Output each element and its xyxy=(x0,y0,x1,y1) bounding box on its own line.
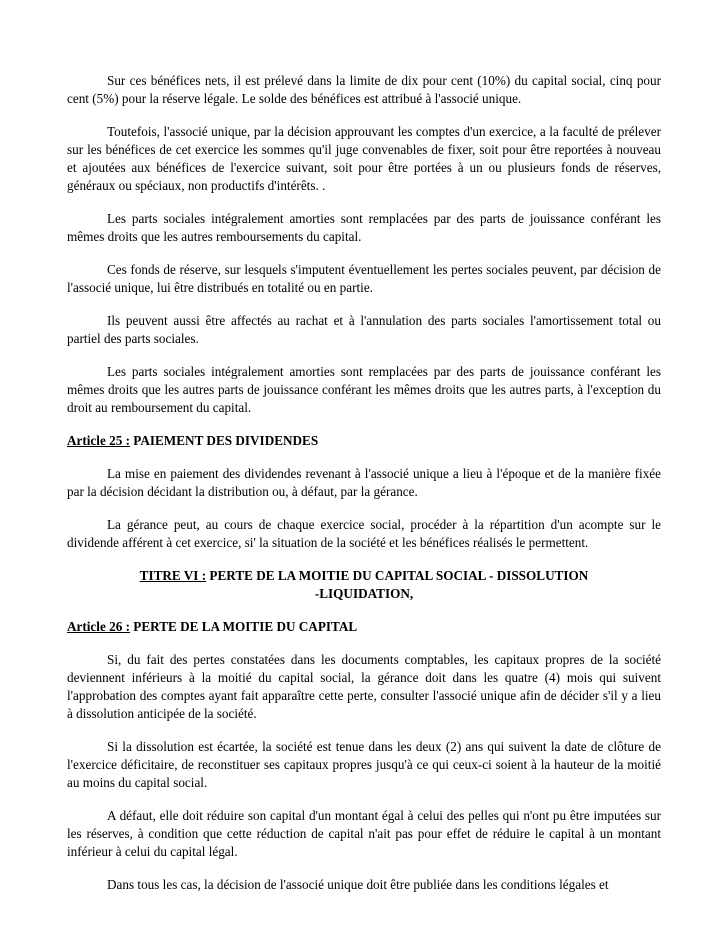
paragraph-reserve-legale: Sur ces bénéfices nets, il est prélevé dans la limite de dix pour cent (10%) du capital social, cinq pour cent (5%) pour la réserve légale. Le solde des bénéfices est attribué à l'associé unique. xyxy=(67,73,661,106)
document-page xyxy=(67,72,661,909)
paragraph-faculte-prelever: Toutefois, l'associé unique, par la décision approuvant les comptes d'un exercice, a la faculté de prélever sur les bénéfices de cet exercice les sommes qu'il juge convenables de fixer, soit pour être reportées à nouveau et ajoutées aux bénéfices de l'exercice suivant, soit pour être portées à un ou plusieurs fonds de réserves, généraux ou spéciaux, non productifs d'intérêts. . xyxy=(67,124,661,193)
titre-6-line1: PERTE DE LA MOITIE DU CAPITAL SOCIAL - DISSOLUTION xyxy=(206,568,589,583)
article-25-title: PAIEMENT DES DIVIDENDES xyxy=(129,433,319,448)
paragraph-rachat-annulation: Ils peuvent aussi être affectés au rachat et à l'annulation des parts sociales l'amortissement total ou partiel des parts sociales. xyxy=(67,313,661,346)
paragraph-parts-amorties-1: Les parts sociales intégralement amorties sont remplacées par des parts de jouissance conférant les mêmes droits que les autres remboursements du capital. xyxy=(67,211,661,244)
paragraph-fonds-reserve: Ces fonds de réserve, sur lesquels s'imputent éventuellement les pertes sociales peuvent, par décision de l'associé unique, lui être distribués en totalité ou en partie. xyxy=(67,262,661,295)
paragraph-acompte: La gérance peut, au cours de chaque exercice social, procéder à la répartition d'un acompte sur le dividende afférent à cet exercice, si' la situation de la société et les bénéfices réalisés le permettent. xyxy=(67,517,661,550)
paragraph-parts-amorties-2: Les parts sociales intégralement amorties sont remplacées par des parts de jouissance conférant les mêmes droits que les autres parts de jouissance conférant les mêmes droits que les autres parts, à l'exception du droit au remboursement du capital. xyxy=(67,364,661,415)
article-26-title: PERTE DE LA MOITIE DU CAPITAL xyxy=(129,619,358,634)
article-25-heading xyxy=(67,432,661,450)
titre-6-line2: -LIQUIDATION, xyxy=(314,586,414,601)
article-26-heading xyxy=(67,618,661,636)
titre-6-heading xyxy=(67,567,661,603)
paragraph-mise-en-paiement: La mise en paiement des dividendes revenant à l'associé unique a lieu à l'époque et de la manière fixée par la décision décidant la distribution ou, à défaut, par la gérance. xyxy=(67,466,661,499)
article-25-label: Article 25 : xyxy=(67,433,130,448)
paragraph-pertes-constatees: Si, du fait des pertes constatées dans les documents comptables, les capitaux propres de la société deviennent inférieurs à la moitié du capital social, la gérance doit dans les quatre (4) mois qui suivent l'approbation des comptes ayant fait apparaître cette perte, consulter l'associé unique afin de décider s'il y a lieu à dissolution anticipée de la société. xyxy=(67,652,661,721)
article-26-label: Article 26 : xyxy=(67,619,130,634)
paragraph-reduction-capital: A défaut, elle doit réduire son capital d'un montant égal à celui des pelles qui n'ont pu être imputées sur les réserves, à condition que cette réduction de capital n'ait pas pour effet de réduire le capital à un montant inférieur à celui du capital légal. xyxy=(67,808,661,859)
titre-6-label: TITRE VI : xyxy=(139,568,207,583)
paragraph-publication: Dans tous les cas, la décision de l'associé unique doit être publiée dans les conditions légales et xyxy=(107,877,609,892)
paragraph-dissolution-ecartee: Si la dissolution est écartée, la société est tenue dans les deux (2) ans qui suivent la date de clôture de l'exercice déficitaire, de reconstituer ses capitaux propres jusqu'à ce qui ceux-ci soient à la hauteur de la moitié au moins du capital social. xyxy=(67,739,661,790)
titre-6-line1-wrap xyxy=(140,568,589,583)
